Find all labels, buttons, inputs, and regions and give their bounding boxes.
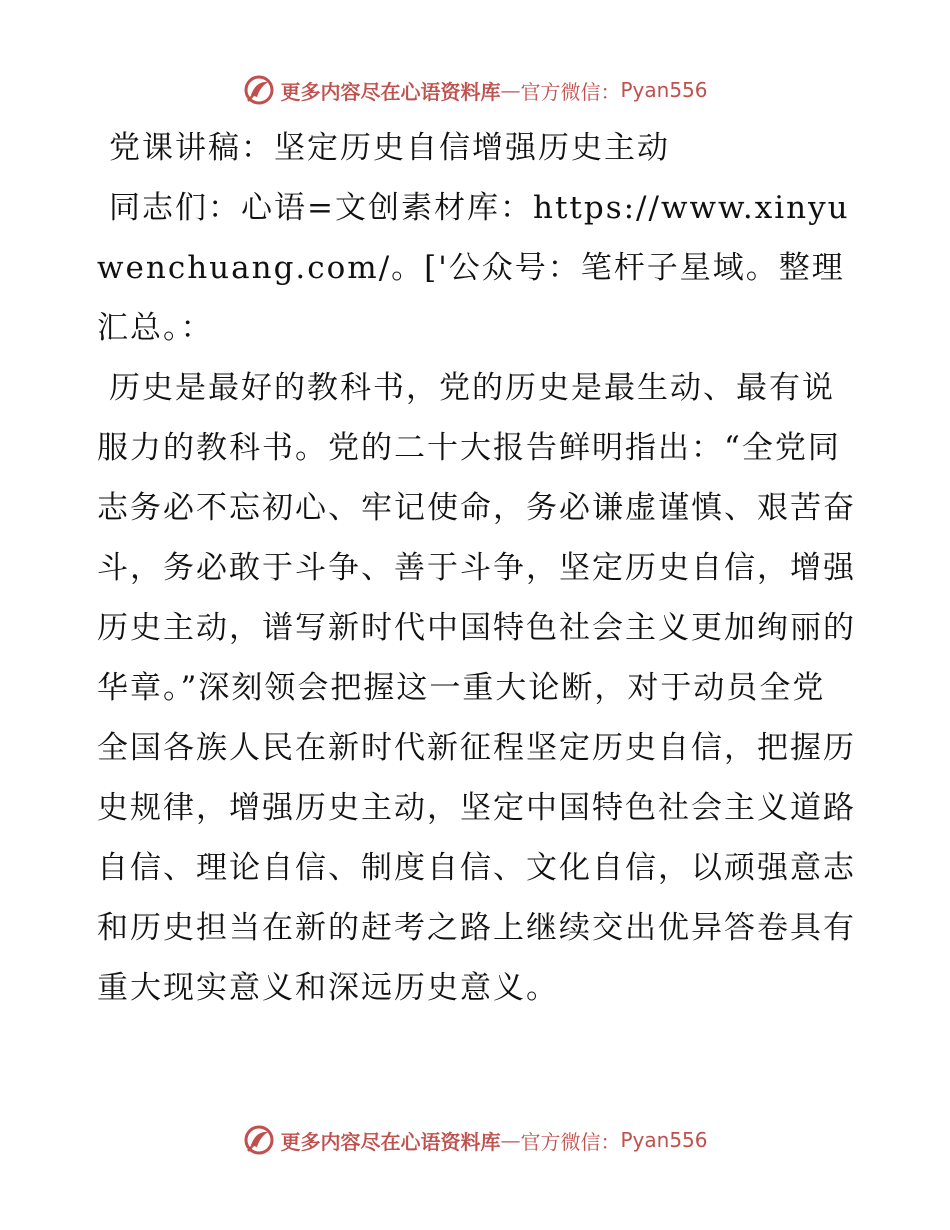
header-watermark-banner bbox=[0, 70, 950, 110]
pen-swirl-logo-icon bbox=[242, 1123, 276, 1157]
document-content bbox=[97, 118, 857, 1018]
banner-wechat-id: Pyan556 bbox=[620, 1128, 708, 1152]
banner-main-text: 更多内容尽在心语资料库 bbox=[280, 1129, 501, 1154]
banner-dash: — bbox=[500, 78, 521, 102]
banner-wechat-id: Pyan556 bbox=[620, 78, 708, 102]
body-paragraph: 历史是最好的教科书，党的历史是最生动、最有说服力的教科书。党的二十大报告鲜明指出：“全党同志务必不忘初心、牢记使命，务必谦虚谨慎、艰苦奋斗，务必敢于斗争、善于斗争，坚定历史自信，增强历史主动，谱写新时代中国特色社会主义更加绚丽的华章。”深刻领会把握这一重大论断，对于动员全党全国各族人民在新时代新征程坚定历史自信，把握历史规律，增强历史主动，坚定中国特色社会主义道路自信、理论自信、制度自信、文化自信，以顽强意志和历史担当在新的赶考之路上继续交出优异答卷具有重大现实意义和深远历史意义。 bbox=[97, 370, 856, 1006]
footer-watermark-banner bbox=[0, 1120, 950, 1160]
banner-sub-text: 官方微信： bbox=[520, 1129, 621, 1154]
greeting-paragraph: 同志们：心语=文创素材库：https://www.xinyuwenchuang.com/。['公众号：笔杆子星域。整理汇总。： bbox=[97, 190, 850, 346]
banner-dash: — bbox=[500, 1128, 521, 1152]
pen-swirl-logo-icon bbox=[242, 73, 276, 107]
banner-sub-text: 官方微信： bbox=[520, 79, 621, 104]
document-title: 党课讲稿：坚定历史自信增强历史主动 bbox=[109, 130, 670, 166]
banner-main-text: 更多内容尽在心语资料库 bbox=[280, 79, 501, 104]
